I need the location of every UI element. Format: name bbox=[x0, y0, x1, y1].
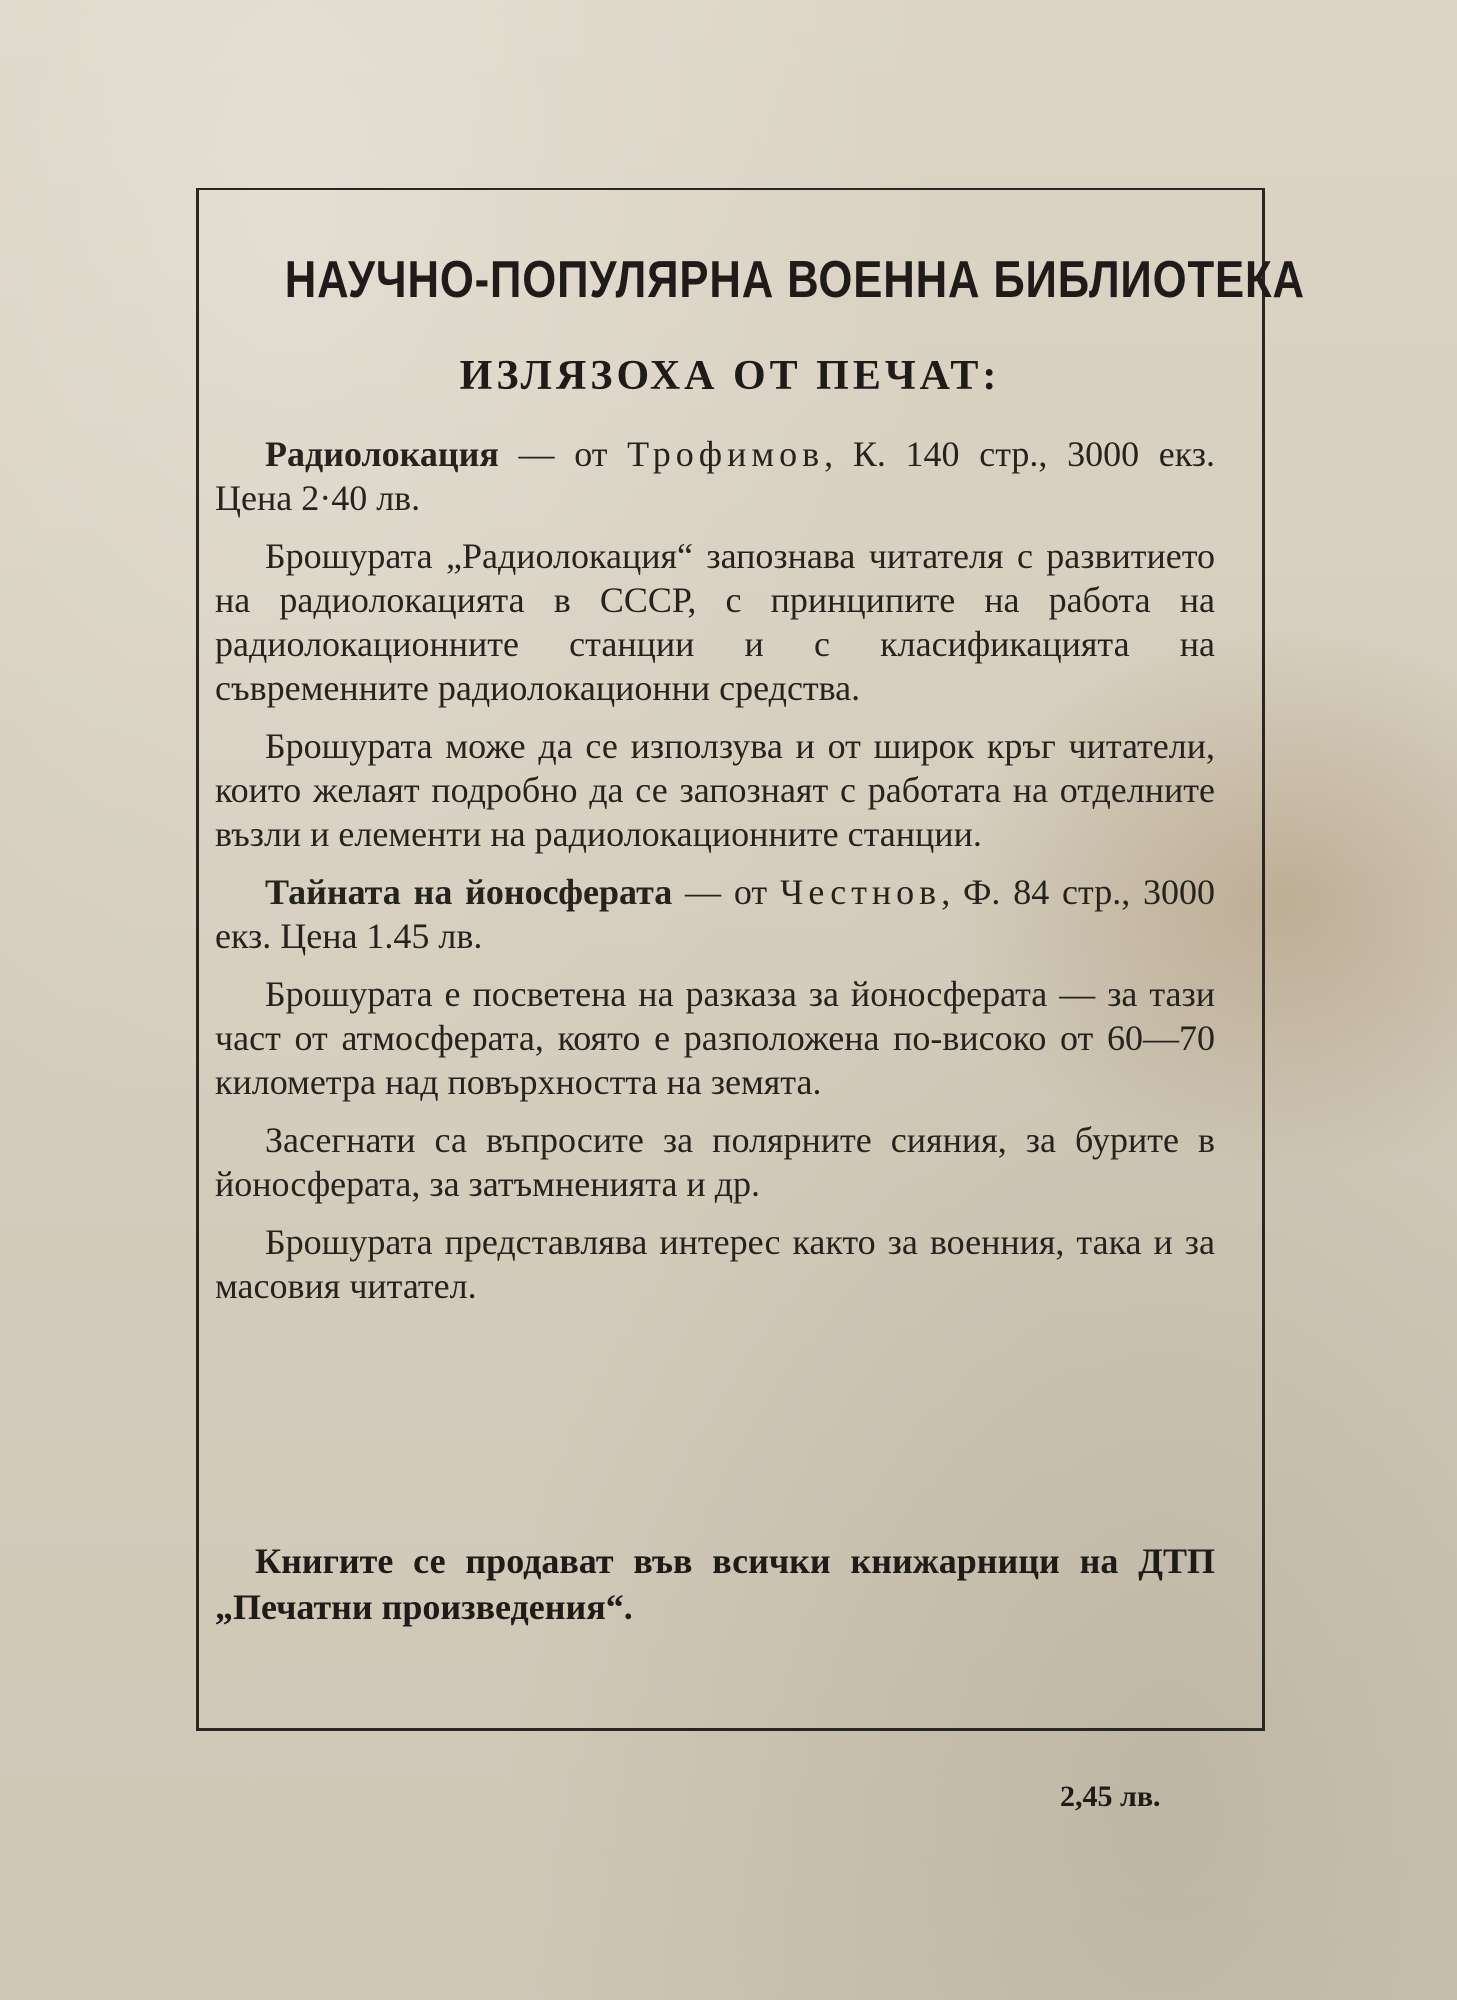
section-subtitle: ИЗЛЯЗОХА ОТ ПЕЧАТ: bbox=[459, 353, 1001, 399]
book-entry-1 bbox=[215, 432, 1215, 520]
book-2-description-3: Брошурата представлява интерес както за военния, така и за масовия читател. bbox=[215, 1222, 1215, 1306]
advertisement-body bbox=[215, 432, 1215, 1308]
availability-note: Книгите се продават във всички книжарници на ДТП „Печатни произведения“. bbox=[215, 1541, 1215, 1627]
book-2-description-2: Засегнати са въпросите за полярните сияния, за бурите в йоносферата, за затъмненията и др. bbox=[215, 1120, 1215, 1204]
book-2-description-1: Брошурата е посветена на разказа за йоносферата — за тази част от атмосферата, която е разположена по-високо от 60—70 километра над повърхността на земята. bbox=[215, 974, 1215, 1102]
book-details-1: , К. 140 стр., 3000 екз. Цена 2·40 лв. bbox=[215, 434, 1215, 518]
book-details-2: , Ф. 84 стр., 3000 екз. Цена 1.45 лв. bbox=[215, 872, 1216, 956]
series-title: НАУЧНО-ПОПУЛЯРНА ВОЕННА БИБЛИОТЕКА bbox=[284, 251, 1305, 309]
book-dash-2: — от bbox=[672, 872, 780, 912]
cover-price: 2,45 лв. bbox=[1060, 1780, 1161, 1813]
book-1-description-2: Брошурата може да се използува и от широк кръг читатели, които желаят подробно да се запознаят с работата на отделните възли и елементи на радиолокационните станции. bbox=[215, 726, 1215, 854]
book-author-1: Трофимов bbox=[627, 434, 825, 474]
book-dash-1: — от bbox=[498, 434, 628, 474]
book-title-2: Тайната на йоносферата bbox=[265, 872, 673, 912]
book-entry-2 bbox=[215, 870, 1215, 958]
book-author-2: Честнов bbox=[779, 872, 942, 912]
book-1-description-1: Брошурата „Радиолокация“ запознава читателя с развитието на радиолокацията в СССР, с принципите на работа на радиолокационните станции и с класификацията на съвременните радиолокационни средства. bbox=[215, 536, 1215, 708]
book-title-1: Радиолокация bbox=[265, 434, 499, 474]
